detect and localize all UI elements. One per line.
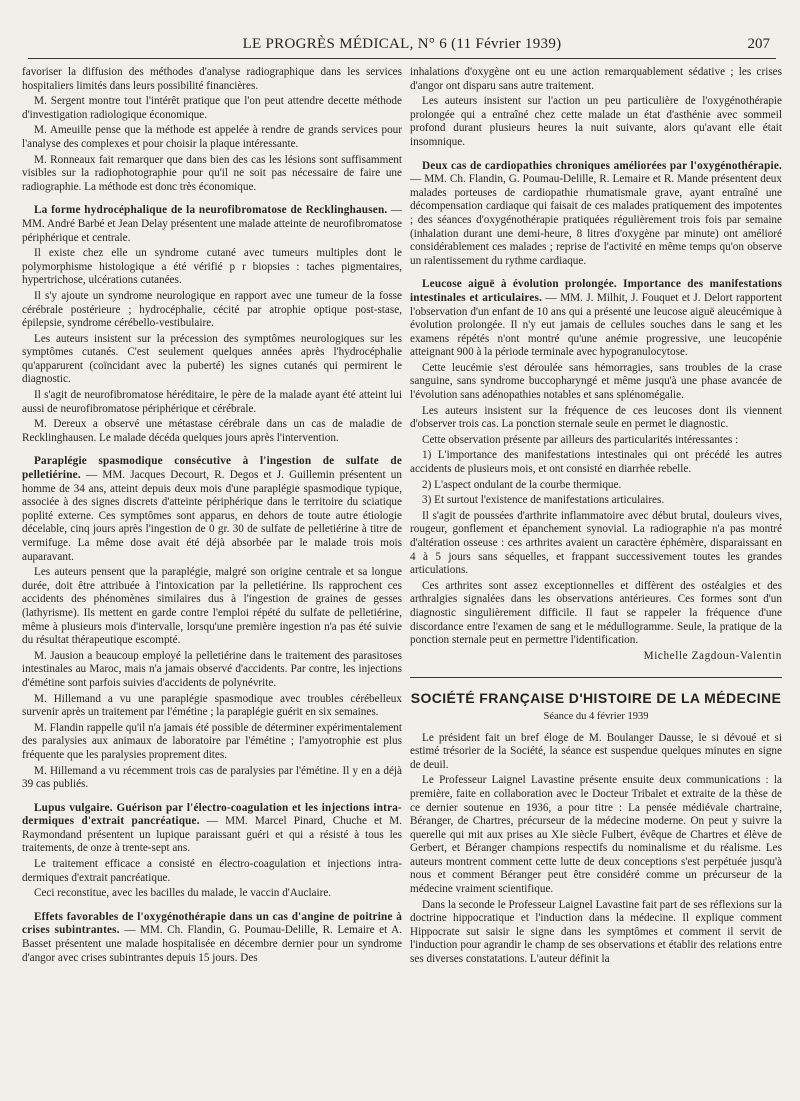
paragraph <box>410 774 782 896</box>
paragraph <box>22 765 402 792</box>
right-column-reports <box>410 66 782 648</box>
paragraph <box>22 247 402 288</box>
paragraph <box>22 333 402 387</box>
paragraph-text: Le Professeur Laignel Lavastine présente ensuite deux communications : la première, faite en collaboration avec le Docteur Tribalet et extraite de la thèse de ce dernier soutenue en 1936, a pour titre : La pensée médiévale chartraine, Béranger, de Chartres, précurseur de la médecine moderne. On peut y suivre la querelle qui mit aux prises au XIe siècle Fulbert, évêque de Chartres et élève de Gerbert, et Béranger champions respectifs du nominalisme et du réalisme. Les auteurs montrent comment cette lutte de deux conceptions s'est perpétuée jusqu'à nous et comment Béranger peut être considéré comme un précurseur de la médecine vraiment scientifique. <box>410 774 782 896</box>
society-heading: SOCIÉTÉ FRANÇAISE D'HISTOIRE DE LA MÉDECINE <box>410 677 782 706</box>
paragraph <box>22 66 402 93</box>
paragraph <box>410 899 782 967</box>
paragraph-text: favoriser la diffusion des méthodes d'analyse radiographique dans les services hospitaliers limités dans leurs possibilité financières. <box>22 66 402 92</box>
paragraph-text: Les auteurs insistent sur la précession des symptômes neurologiques sur les symptômes cutanés. C'est seulement quelques années après l'hydrocéphalie qu'apparurent (coïncidant avec la puberté) les signes cutanés qui permirent le diagnostic. <box>22 332 402 386</box>
paragraph-text: — MM. Marcel Pinard, Chuche et M. Raymondand présentent un lupique paraissant guéri et qui a résisté à tous les traitements, de onze à trente-sept ans. <box>22 815 402 855</box>
paragraph <box>410 580 782 648</box>
paragraph <box>22 95 402 122</box>
section-heading: Effets favorables de l'oxygénothérapie dans un cas d'angine de poitrine à crises subintrantes. <box>22 910 402 937</box>
paragraph-text: — MM. J. Milhit, J. Fouquet et J. Delort rapportent l'observation d'un enfant de 10 ans qui a présenté une leucose aiguë aleucémique à évolution prolongée. Il n'y eut jamais de cellules souches dans le sang et les examens répétés n'ont montré qu'une anémie progressive, une leucopénie atteignant 900 à la période terminale avec hypogranulocytose. <box>410 291 782 359</box>
paragraph-text: M. Ameuille pense que la méthode est appelée à rendre de grands services pour l'analyse des complexes et pour choisir la plaque intéressante. <box>22 124 402 150</box>
paragraph-text: Les auteurs insistent sur l'action un peu particulière de l'oxygénothérapie prolongée qui a entraîné chez cette malade un état d'asthénie avec sommeil profond durant plusieurs heures la nuit suivante, alors qu'avant elle était insomnique. <box>410 95 782 148</box>
paragraph <box>22 650 402 691</box>
paragraph <box>410 479 782 493</box>
paragraph <box>22 693 402 720</box>
paragraph-text: 3) Et surtout l'existence de manifestations articulaires. <box>422 494 665 507</box>
paragraph <box>22 204 402 245</box>
paragraph-text: Il s'y ajoute un syndrome neurologique en rapport avec une tumeur de la fosse cérébrale postérieure ; hydrocéphalie, cécité par atrophie optique post-stase, épilepsie, syndrome cérébello-vestibulaire. <box>22 289 402 330</box>
paragraph <box>22 722 402 763</box>
paragraph <box>410 405 782 432</box>
section-heading: Deux cas de cardiopathies chroniques améliorées par l'oxygénothérapie. <box>422 159 782 172</box>
paragraph <box>22 418 402 445</box>
paragraph-text: Dans la seconde le Professeur Laignel Lavastine fait part de ses réflexions sur la doctrine hippocratique et l'induction dans la médecine. Il explique comment Hippocrate sut saisir le signe dans les symptômes et comment il servit de l'induction pour agrandir le champ de ses observations et établir des relations entre ses diverses constatations. L'auteur définit la <box>410 898 782 966</box>
paragraph-text: Il s'agit de poussées d'arthrite inflammatoire avec début brutal, douleurs vives, rougeur, gonflement et épanchement synovial. La radiographie n'a pas montré d'altération osseuse : ces arthrites avaient un caractère éphémère, disparaissant en 4 à 5 jours sans séquelles, et frappant successivement toutes les grandes articulations. <box>410 509 782 577</box>
paragraph-text: Cette observation présente par ailleurs des particularités intéressantes : <box>422 433 739 446</box>
paragraph-text: Il existe chez elle un syndrome cutané avec tumeurs multiples dont le polymorphisme histologique a été vérifié p r biopsies : taches pigmentaires, hypertrichose, ulcérations cutanées. <box>22 247 402 287</box>
section-heading: La forme hydrocéphalique de la neurofibromatose de Recklinghausen. <box>34 204 388 217</box>
paragraph <box>22 566 402 648</box>
page-number: 207 <box>747 36 770 52</box>
paragraph-text: 2) L'aspect ondulant de la courbe thermique. <box>422 478 622 491</box>
paragraph-text: — MM. Ch. Flandin, G. Poumau-Delille, R. Lemaire et R. Mande présentent deux malades porteuses de cardiopathie rhumatismale grave, ayant entraîné une décompensation cardiaque qui faisait de ces malades pratiquement des impotentes ; des séances d'oxygénothérapie pratiquées régulièrement trois fois par semaine (inhalation durant une demi-heure, 8 litres d'oxygène par minute) ont amélioré considérablement ces malades ; reprise de l'activité en même temps qu'on observe un ralentissement du rythme cardiaque. <box>410 173 782 267</box>
paragraph-text: M. Sergent montre tout l'intérêt pratique que l'on peut attendre decette méthode d'investigation radiologique économique. <box>22 95 402 121</box>
paragraph-text: M. Dereux a observé une métastase cérébrale dans un cas de maladie de Recklinghausen. Le malade décéda quelques jours après l'intervention. <box>22 418 402 444</box>
paragraph-text: M. Jausion a beaucoup employé la pelletiérine dans le traitement des parasitoses intestinales au Maroc, mais n'a jamais observé d'accidents. Par contre, les injections d'émétine sont parfois suivies d'accidents de polynévrite. <box>22 649 402 689</box>
author-signature: Michelle Zagdoun-Valentin <box>643 649 782 662</box>
session-date: Séance du 4 février 1939 <box>543 710 649 722</box>
paragraph <box>22 124 402 151</box>
paragraph-text: — MM. Jacques Decourt, R. Degos et J. Guillemin présentent un homme de 34 ans, atteint depuis deux mois d'une paraplégie spasmodique typique, associée à des signes discrets d'atteinte périphérique dans le territoire du sciatique poplité externe. Ces symptômes sont apparus, en dehors de toute autre étiologie décelable, cinq jours après l'ingestion de 0 gr. 30 de sulfate de pelletiérine à titre de vermifuge. La même dose avait été déjà absorbée par le malade trois mois auparavant. <box>22 469 402 563</box>
paragraph-text: Cette leucémie s'est déroulée sans hémorragies, sans troubles de la crase sanguine, sans syndrome buccopharyngé et même jusqu'à une phase avancée de l'évolution sans adénopathies notables et sans splénomégalie. <box>410 361 782 402</box>
paragraph-text: M. Hillemand a vu une paraplégie spasmodique avec troubles cérébelleux survenir après un traitement par l'émétine ; la paraplégie guérit en six semaines. <box>22 692 402 719</box>
left-column <box>22 66 402 1096</box>
right-column <box>410 66 782 1096</box>
paragraph-text: Le traitement efficace a consisté en électro-coagulation et injections intra-dermiques d'extrait pancréatique. <box>22 858 402 884</box>
paragraph <box>410 732 782 773</box>
paragraph <box>22 455 402 564</box>
paragraph-text: M. Hillemand a vu récemment trois cas de paralysies par l'émétine. Il y en a déjà 39 cas publiés. <box>22 764 402 791</box>
paragraph <box>410 494 782 508</box>
paragraph <box>410 510 782 578</box>
paragraph-text: Ceci reconstitue, avec les bacilles du malade, le vaccin d'Auclaire. <box>34 887 332 900</box>
paragraph <box>410 160 782 269</box>
section-heading: Paraplégie spasmodique consécutive à l'ingestion de sulfate de pelletiérine. <box>22 455 402 482</box>
society-proceedings <box>410 732 782 967</box>
running-header <box>28 36 776 59</box>
paragraph <box>22 802 402 856</box>
paragraph-text: Le président fait un bref éloge de M. Boulanger Dausse, le si dévoué et si estimé trésorier de la Société, la séance est suspendue quelques minutes en signe de deuil. <box>410 731 782 771</box>
paragraph <box>22 887 402 901</box>
paragraph-text: Les auteurs pensent que la paraplégie, malgré son origine centrale et sa longue durée, doit être attribuée à l'intoxication par la pelletiérine. Ils rapprochent ces accidents des phénomènes similaires dus à l'ingestion de graines de gesses (lathyrisme). Ils mettent en garde contre l'emploi répété du sulfate de pelletiérine, même à plusieurs mois d'intervalle, lorsqu'une première ingestion n'a pas été suivie du résultat thérapeutique escompté. <box>22 566 402 647</box>
paragraph <box>22 154 402 195</box>
paragraph <box>410 434 782 448</box>
paragraph <box>22 911 402 965</box>
paragraph <box>22 858 402 885</box>
paragraph-text: M. Ronneaux fait remarquer que dans bien des cas les lésions sont suffisamment visibles sur la radiophotographie pour qu'il ne soit pas nécessaire de faire une radiographie. La méthode est donc très économique. <box>22 153 402 193</box>
paragraph-text: Les auteurs insistent sur la fréquence de ces leucoses dont ils viennent d'observer trois cas. La ponction sternale seule en permet le diagnostic. <box>410 404 782 431</box>
paragraph <box>22 290 402 331</box>
paragraph-text: 1) L'importance des manifestations intestinales qui ont précédé les autres accidents de plusieurs mois, et ont consisté en diarrhée rebelle. <box>410 449 782 476</box>
section-heading: Leucose aiguë à évolution prolongée. Importance des manifestations intestinales et articulaires. <box>410 278 782 304</box>
paragraph-text: M. Flandin rappelle qu'il n'a jamais été possible de déterminer expérimentalement des paralysies aux animaux de laboratoire par l'émétine ; l'amyotrophie est plus fréquente que les paralysies proprement dites. <box>22 721 402 761</box>
paragraph-text: — MM. André Barbé et Jean Delay présentent une malade atteinte de neurofibromatose périphérique et centrale. <box>22 204 402 244</box>
section-heading: Lupus vulgaire. Guérison par l'électro-coagulation et les injections intra-dermiques d'extrait pancréatique. <box>22 801 402 828</box>
paragraph <box>410 66 782 93</box>
paragraph-text: — MM. Ch. Flandin, G. Poumau-Delille, R. Lemaire et A. Basset présentent une malade hospitalisée en décembre dernier pour un syndrome d'angor avec crises subintrantes depuis 15 jours. Des <box>22 924 402 964</box>
paragraph <box>410 449 782 476</box>
paragraph <box>410 362 782 403</box>
paragraph <box>22 389 402 416</box>
paragraph-text: inhalations d'oxygène ont eu une action remarquablement sédative ; les crises d'angor ont disparu sans autre traitement. <box>410 66 782 92</box>
paragraph <box>410 95 782 149</box>
paragraph-text: Il s'agit de neurofibromatose héréditaire, le père de la malade ayant été atteint lui aussi de neurofibromatose périphérique et cérébrale. <box>22 389 402 415</box>
paragraph <box>410 278 782 360</box>
journal-title: LE PROGRÈS MÉDICAL, N° 6 (11 Février 1939) <box>242 36 562 52</box>
paragraph-text: Ces arthrites sont assez exceptionnelles et diffèrent des ostéalgies et des arthralgies signalées dans les observations antérieures. Ces formes sont d'un diagnostic singulièrement difficile. Il faut se rappeler la fréquence d'une discordance entre l'examen de sang et le médullogramme. Seule, la pratique de la ponction sternale peut en permettre l'identification. <box>410 579 782 647</box>
